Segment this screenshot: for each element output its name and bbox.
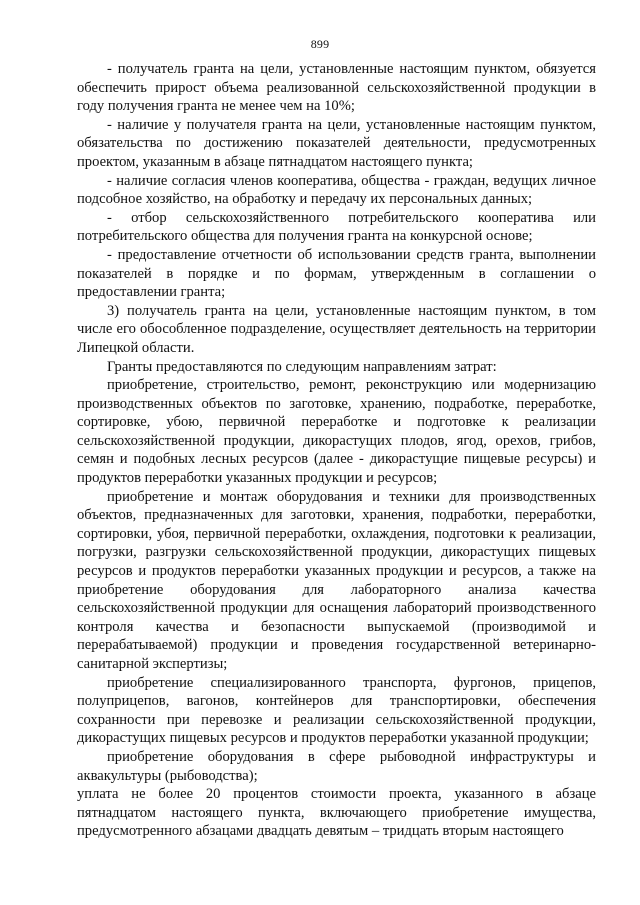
paragraph: уплата не более 20 процентов стоимости проекта, указанного в абзаце пятнадцатом настоящего пункта, включающего приобретение имущества, предусмотренного абзацами двадцать девятым – тридцать вторым настоящего: [77, 786, 596, 840]
paragraph: приобретение специализированного транспорта, фургонов, прицепов, полуприцепов, вагонов, контейнеров для транспортировки, обеспечения сохранности при перевозке и реализации сельскохозяйственной продукции, дикорастущих пищевых ресурсов и продуктов переработки указанной продукции;: [77, 674, 596, 747]
paragraph: приобретение, строительство, ремонт, реконструкцию или модернизацию производственных объектов по заготовке, хранению, подработке, переработке, сортировке, убою, первичной переработке и подготовке к реализации сельскохозяйственной продукции, дикорастущих плодов, ягод, орехов, грибов, семян и подобных лесных ресурсов (далее - дикорастущие пищевые ресурсы) и продуктов переработки указанных продукции и ресурсов;: [77, 377, 596, 487]
paragraph: - получатель гранта на цели, установленные настоящим пунктом, обязуется обеспечить прирост объема реализованной сельскохозяйственной продукции в году получения гранта не менее чем на 10%;: [77, 61, 596, 115]
paragraph: Гранты предоставляются по следующим направлениям затрат:: [107, 358, 497, 375]
document-body: [77, 60, 596, 841]
paragraph: 3) получатель гранта на цели, установленные настоящим пунктом, в том числе его обособленное подразделение, осуществляет деятельность на территории Липецкой области.: [77, 302, 596, 356]
paragraph: - наличие согласия членов кооператива, общества - граждан, ведущих личное подсобное хозяйство, на обработку и передачу их персональных данных;: [77, 172, 596, 208]
paragraph: приобретение оборудования в сфере рыбоводной инфраструктуры и аквакультуры (рыбоводства);: [77, 748, 596, 784]
paragraph: - предоставление отчетности об использовании средств гранта, выполнении показателей в порядке и по формам, утвержденным в соглашении о предоставлении гранта;: [77, 246, 596, 301]
page-number: 899: [310, 37, 330, 51]
paragraph: - отбор сельскохозяйственного потребительского кооператива или потребительского общества для получения гранта на конкурсной основе;: [77, 209, 596, 245]
paragraph: приобретение и монтаж оборудования и техники для производственных объектов, предназначенных для заготовки, хранения, подработки, переработки, сортировки, убоя, первичной переработки, охлаждения, подготовки к реализации, погрузки, разгрузки сельскохозяйственной продукции, дикорастущих пищевых ресурсов и продуктов переработки указанных продукции и ресурсов, а также на приобретение оборудования для лабораторного анализа качества сельскохозяйственной продукции для оснащения лабораторий производственного контроля качества и безопасности выпускаемой (производимой и перерабатываемой) продукции и проведения государственной ветеринарно-санитарной экспертизы;: [77, 488, 596, 672]
paragraph: - наличие у получателя гранта на цели, установленные настоящим пунктом, обязательства по достижению показателей деятельности, предусмотренных проектом, указанным в абзаце пятнадцатом настоящего пункта;: [77, 116, 596, 170]
